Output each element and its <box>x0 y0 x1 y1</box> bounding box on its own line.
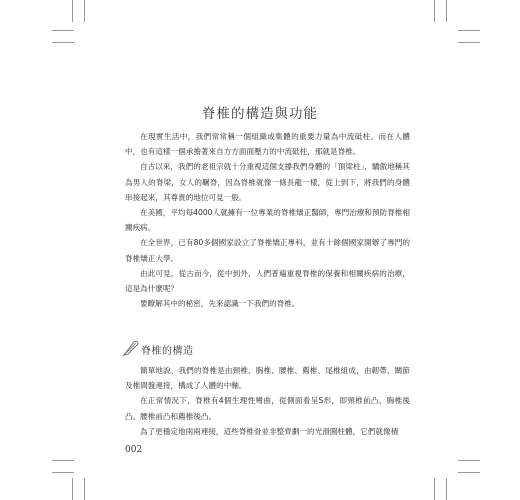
paragraph: 在正常情況下，脊椎有4個生理性彎曲，從側面看呈S形，即頸椎前凸、胸椎後凸、腰椎前凸和薦椎後凸。 <box>125 396 410 421</box>
paragraph: 在美國，平均每4000人就擁有一位專業的脊椎矯正醫師，專門治療和預防脊椎相關疾病。 <box>125 208 410 233</box>
intro-text <box>125 129 410 311</box>
crop-mark-bottom-right-h <box>458 460 480 461</box>
crop-mark-top-left-h <box>52 30 74 31</box>
crop-mark-top-right-h2 <box>458 42 480 43</box>
crop-mark-bottom-left <box>72 478 73 500</box>
crop-mark-top-left-inner <box>84 0 85 22</box>
crop-mark-bottom-right-h2 <box>458 472 480 473</box>
page-number: 002 <box>125 445 143 455</box>
paragraph: 簡單地說，我們的脊椎是由頸椎、胸椎、腰椎、薦椎、尾椎組成，由韌帶、關節及椎間盤連接，構成了人體的中軸。 <box>125 366 410 391</box>
crop-mark-top-right-inner <box>446 0 447 22</box>
crop-mark-bottom-left-h <box>52 460 74 461</box>
paragraph: 在全世界，已有80多個國家設立了脊椎矯正專科，並有十餘個國家開辦了專門的脊椎矯正大學。 <box>125 238 410 263</box>
feather-icon <box>122 339 140 357</box>
paragraph: 由此可見，從古而今，從中到外，人們普遍重視脊椎的保養和相關疾病的治療，這是為什麼呢？ <box>125 268 410 294</box>
crop-mark-top-left-h2 <box>52 42 74 43</box>
crop-mark-bottom-right <box>434 478 435 500</box>
paragraph: 為了更穩定地兩兩連接，這些脊椎骨並非整齊劃一的光滑圓柱體，它們就像積 <box>140 426 399 436</box>
crop-mark-top-right <box>434 0 435 22</box>
paragraph: 要瞭解其中的秘密，先來認識一下我們的脊椎。 <box>140 299 300 309</box>
chapter-title: 脊椎的構造與功能 <box>202 106 318 122</box>
section-title: 脊椎的構造 <box>141 346 194 357</box>
paragraph: 自古以來，我們的老祖宗就十分重視這個支撐我們身體的「頂梁柱」，驕傲地稱其為男人的脊梁，女人的羈脊，因為脊椎就像一條長龍一樣，從上到下，將我們的身體串接起來，其尊貴的地位可見一般。 <box>125 162 410 202</box>
crop-mark-bottom-right-inner <box>446 478 447 500</box>
crop-mark-bottom-left-inner <box>84 478 85 500</box>
section-text <box>125 363 410 439</box>
section-heading <box>122 339 242 359</box>
crop-mark-bottom-left-h2 <box>52 472 74 473</box>
crop-mark-top-left <box>72 0 73 22</box>
crop-mark-top-right-h <box>458 30 480 31</box>
paragraph: 在現實生活中，我們常常稱一個組織或集體的重要力量為中流砥柱。而在人體中，也有這樣一個承擔著來自方方面面壓力的中流砥柱，那就是脊椎。 <box>125 132 410 157</box>
